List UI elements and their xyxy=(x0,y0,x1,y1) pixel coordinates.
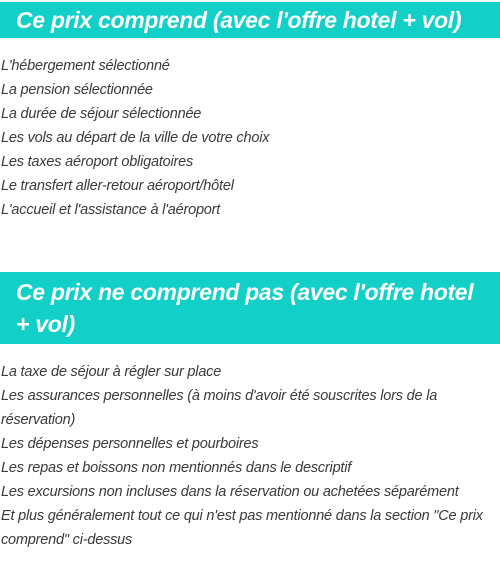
list-item: Les vols au départ de la ville de votre choix xyxy=(1,130,270,146)
list-item: Les assurances personnelles (à moins d'avoir été souscrites lors de la réservation) xyxy=(1,388,438,428)
excluded-section-title: Ce prix ne comprend pas (avec l'offre hotel + vol) xyxy=(0,272,500,344)
excluded-items-list xyxy=(0,360,500,552)
price-details xyxy=(0,2,500,552)
list-item: La pension sélectionnée xyxy=(1,82,153,98)
list-item: Le transfert aller-retour aéroport/hôtel xyxy=(1,178,234,194)
list-item: Les excursions non incluses dans la réservation ou achetées séparément xyxy=(1,484,459,500)
included-items-list xyxy=(0,54,500,222)
list-item: Et plus généralement tout ce qui n'est pas mentionné dans la section "Ce prix comprend" ci-dessus xyxy=(1,508,483,548)
list-item: L'accueil et l'assistance à l'aéroport xyxy=(1,202,221,218)
list-item: Les dépenses personnelles et pourboires xyxy=(1,436,259,452)
list-item: Les repas et boissons non mentionnés dans le descriptif xyxy=(1,460,352,476)
included-section-title: Ce prix comprend (avec l'offre hotel + vol) xyxy=(0,2,500,38)
list-item: La durée de séjour sélectionnée xyxy=(1,106,202,122)
list-item: Les taxes aéroport obligatoires xyxy=(1,154,194,170)
list-item: L'hébergement sélectionné xyxy=(1,58,170,74)
list-item: La taxe de séjour à régler sur place xyxy=(1,364,222,380)
